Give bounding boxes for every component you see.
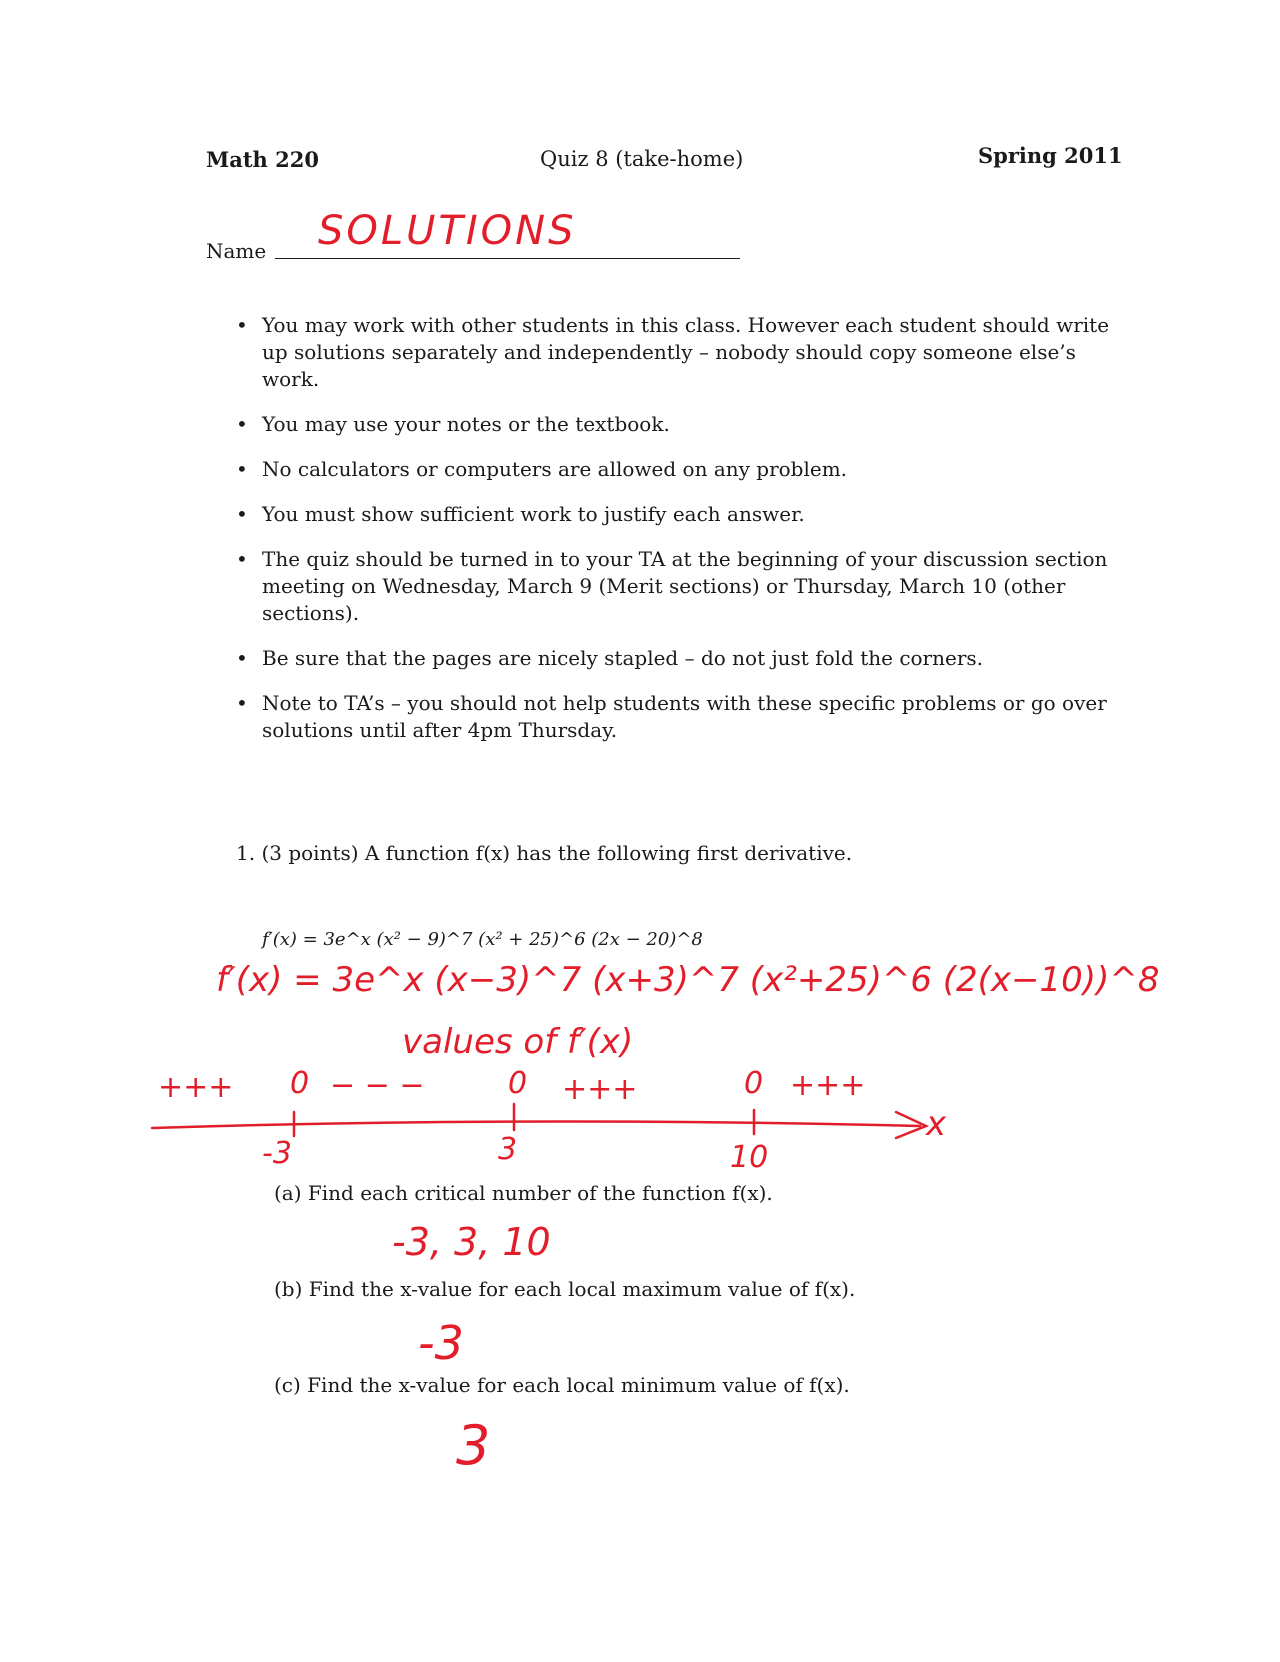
answer-b: -3 [418, 1316, 464, 1370]
instruction-item: • No calculators or computers are allowed on any problem. [236, 457, 848, 481]
sign-minus: − − − [330, 1068, 425, 1103]
sign-chart-title: values of f′(x) [402, 1022, 634, 1062]
answer-c: 3 [456, 1414, 491, 1477]
tick-label-neg3: -3 [262, 1136, 292, 1171]
sign-plus-3: +++ [790, 1068, 866, 1103]
instruction-item: • The quiz should be turned in to your TA at the beginning of your discussion section meeting on Wednesday, March 9 (Merit sections) or Thursday, March 10 (other sections). [236, 547, 1108, 625]
quiz-title: Quiz 8 (take-home) [540, 147, 744, 171]
instruction-item: • You may use your notes or the textbook. [236, 412, 670, 436]
part-a: (a) Find each critical number of the function f(x). [274, 1181, 773, 1205]
derivative-formula: f′(x) = 3e^x (x² − 9)^7 (x² + 25)^6 (2x − 20)^8 [262, 929, 703, 950]
instruction-item: • Be sure that the pages are nicely stapled – do not just fold the corners. [236, 646, 984, 670]
course-title: Math 220 [206, 147, 319, 172]
part-c: (c) Find the x-value for each local minimum value of f(x). [274, 1373, 850, 1397]
part-b: (b) Find the x-value for each local maximum value of f(x). [274, 1277, 856, 1301]
sign-plus-1: +++ [158, 1070, 234, 1105]
name-answer: SOLUTIONS [318, 208, 577, 254]
factored-derivative: f′(x) = 3e^x (x−3)^7 (x+3)^7 (x²+25)^6 (2(x−10))^8 [216, 960, 1160, 1000]
instruction-item: • You may work with other students in this class. However each student should write up solutions separately and independently – nobody should copy someone else’s work. [236, 313, 1110, 391]
sign-zero-2: 0 [508, 1066, 528, 1101]
sign-zero-1: 0 [290, 1066, 310, 1101]
axis-label: x [926, 1104, 947, 1144]
sign-plus-2: +++ [562, 1072, 638, 1107]
instruction-item: • Note to TA’s – you should not help students with these specific problems or go over solutions until after 4pm Thursday. [236, 691, 1107, 742]
problem-1-statement: 1. (3 points) A function f(x) has the following first derivative. [236, 841, 853, 865]
answer-a: -3, 3, 10 [392, 1220, 551, 1264]
tick-label-3: 3 [498, 1132, 518, 1167]
term-label: Spring 2011 [978, 143, 1123, 168]
name-label: Name [206, 239, 267, 263]
sign-zero-3: 0 [744, 1066, 764, 1101]
instruction-item: • You must show sufficient work to justify each answer. [236, 502, 805, 526]
tick-label-10: 10 [730, 1140, 769, 1175]
